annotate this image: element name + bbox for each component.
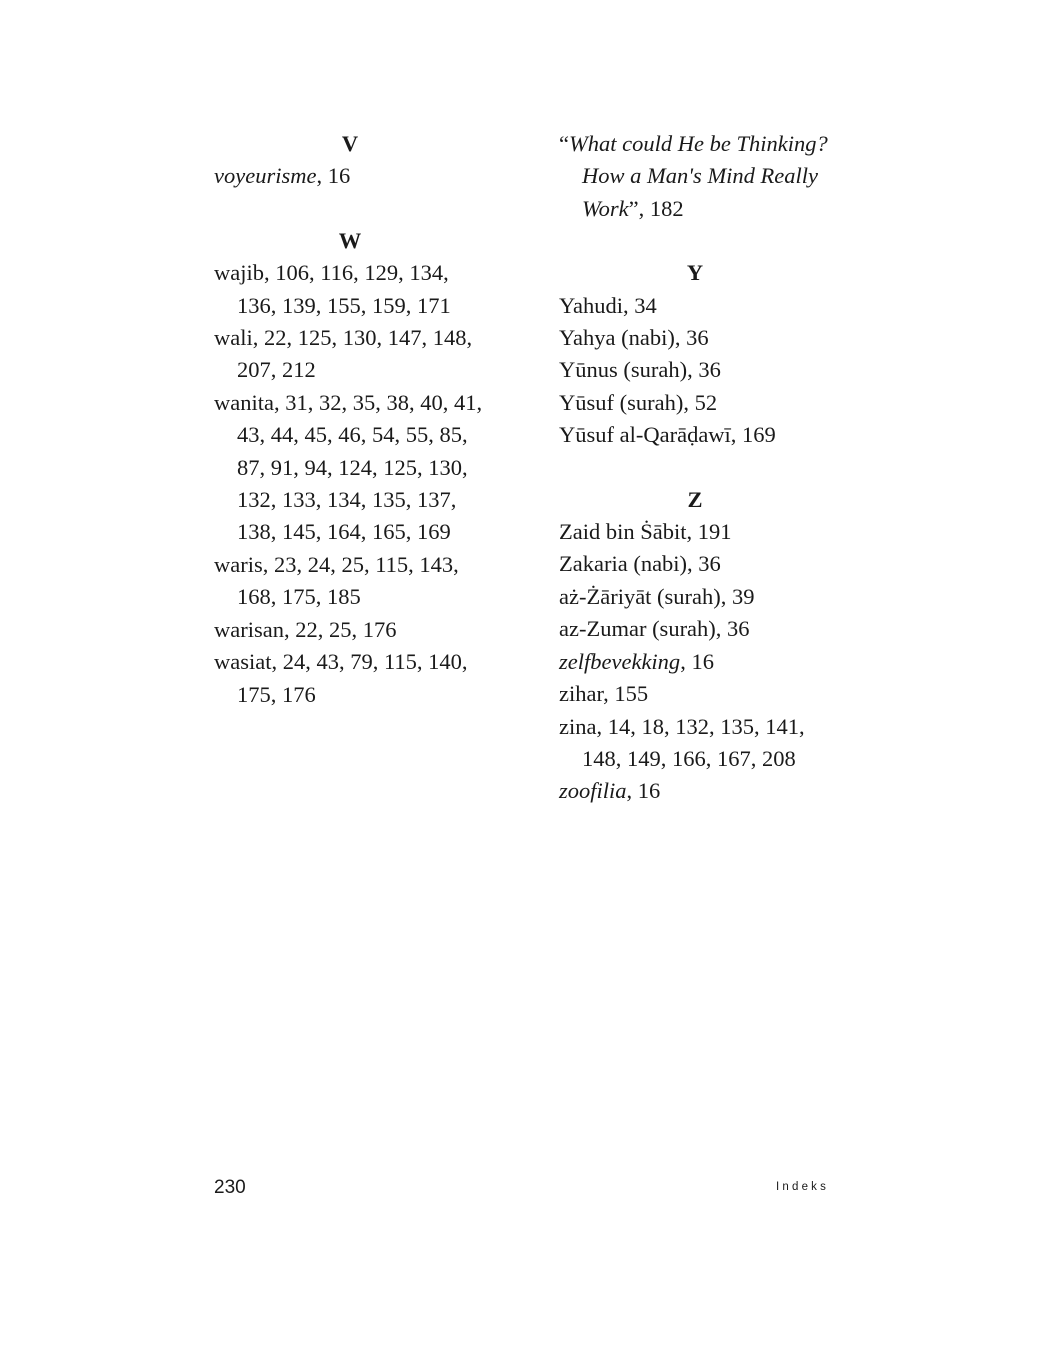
- section-letter-z: Z: [687, 486, 703, 512]
- index-entry-az-zariyat: aż-Żāriyāt (surah), 39: [559, 583, 755, 609]
- entry-term-italic: voyeurisme: [214, 163, 317, 189]
- index-entry-wasiat: wasiat, 24, 43, 79, 115, 140, 175, 176: [214, 649, 468, 707]
- running-footer-section: Indeks: [776, 1181, 830, 1193]
- index-entry-yusuf-al-qaradawi: Yūsuf al-Qarāḍawī, 169: [559, 422, 776, 448]
- index-entry-wajib: wajib, 106, 116, 129, 134, 136, 139, 155, 159, 171: [214, 260, 451, 318]
- index-entry-zihar: zihar, 155: [559, 681, 649, 707]
- entry-open-quote: “: [559, 131, 569, 156]
- index-entry-az-zumar: az-Zumar (surah), 36: [559, 616, 750, 642]
- index-entry-zoofilia: [559, 775, 831, 807]
- index-entry-wanita: wanita, 31, 32, 35, 38, 40, 41, 43, 44, 45, 46, 54, 55, 85, 87, 91, 94, 124, 125, 130, 132, 133, 134, 135, 137, 138, 145, 164, 165, 169: [214, 389, 483, 545]
- entry-pages: , 16: [626, 778, 661, 804]
- page-number: 230: [214, 1177, 246, 1198]
- entry-term-italic: What could He be Thinking? How a Man's Mind Really Work: [569, 131, 828, 221]
- index-entry-yunus: Yūnus (surah), 36: [559, 357, 721, 383]
- index-column-left: [214, 128, 486, 711]
- index-entry-warisan: warisan, 22, 25, 176: [214, 616, 397, 642]
- index-entry-what-could-he-be-thinking: [559, 128, 831, 225]
- index-entry-zina: zina, 14, 18, 132, 135, 141, 148, 149, 166, 167, 208: [559, 713, 805, 771]
- index-entry-yahya: Yahya (nabi), 36: [559, 325, 709, 351]
- index-entry-zakaria: Zakaria (nabi), 36: [559, 551, 721, 577]
- section-letter-v: V: [341, 131, 359, 156]
- index-entry-waris: waris, 23, 24, 25, 115, 143, 168, 175, 185: [214, 551, 459, 610]
- index-entry-voyeurisme: [214, 160, 486, 192]
- index-entry-yusuf-surah: Yūsuf (surah), 52: [559, 389, 718, 415]
- index-column-right: [559, 128, 831, 808]
- entry-pages: ”, 182: [628, 195, 684, 221]
- entry-term-italic: zelfbevekking: [559, 648, 681, 674]
- index-entry-zaid-bin-sabit: Zaid bin Ṡābit, 191: [559, 519, 732, 545]
- section-letter-y: Y: [686, 260, 704, 286]
- entry-pages: , 16: [680, 648, 714, 674]
- index-entry-yahudi: Yahudi, 34: [559, 292, 657, 318]
- section-letter-w: W: [338, 227, 362, 253]
- index-entry-zelfbevekking: [559, 646, 831, 678]
- entry-term-italic: zoofilia: [559, 778, 627, 804]
- entry-pages: , 16: [316, 163, 351, 189]
- index-entry-wali: wali, 22, 125, 130, 147, 148, 207, 212: [214, 325, 473, 383]
